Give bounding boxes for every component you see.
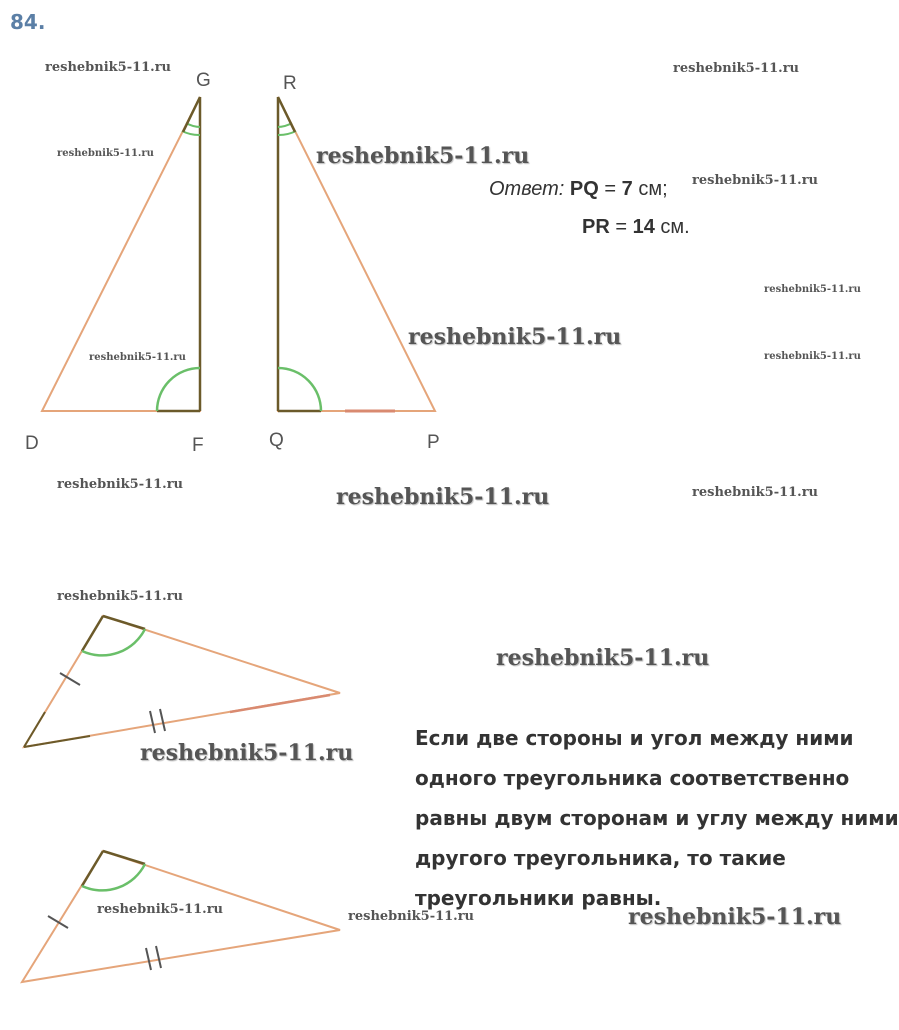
watermark: reshebnik5-11.ru bbox=[89, 352, 186, 363]
vertex-label-g: G bbox=[196, 70, 211, 91]
watermark: reshebnik5-11.ru bbox=[316, 143, 530, 169]
answer-period: . bbox=[684, 216, 690, 238]
theorem-line: равны двум сторонам и углу между ними bbox=[415, 806, 899, 830]
triangle-lower-1-side-left-bottom bbox=[24, 712, 45, 747]
vertex-label-p: P bbox=[427, 432, 440, 453]
triangle-lower-1-tick-double-2 bbox=[160, 709, 165, 731]
watermark: reshebnik5-11.ru bbox=[57, 477, 184, 492]
answer-pr-name: PR bbox=[582, 216, 610, 238]
answer-block bbox=[489, 170, 690, 246]
answer-pr-unit: см bbox=[660, 216, 685, 238]
theorem-line: Если две стороны и угол между ними bbox=[415, 726, 854, 750]
watermark: reshebnik5-11.ru bbox=[348, 909, 475, 924]
watermark: reshebnik5-11.ru bbox=[57, 589, 184, 604]
answer-pr-equals: = bbox=[615, 216, 633, 238]
vertex-label-r: R bbox=[283, 73, 297, 94]
angle-q-arc bbox=[278, 368, 321, 411]
watermark: reshebnik5-11.ru bbox=[408, 324, 622, 350]
watermark: reshebnik5-11.ru bbox=[336, 484, 550, 510]
triangle-lower-1-side-bottom-right bbox=[230, 695, 330, 712]
triangle-gdf bbox=[25, 70, 211, 456]
watermark: reshebnik5-11.ru bbox=[97, 902, 224, 917]
watermark: reshebnik5-11.ru bbox=[692, 173, 819, 188]
answer-pq-unit: см bbox=[638, 178, 663, 200]
watermark: reshebnik5-11.ru bbox=[628, 904, 842, 930]
triangle-lower-2-tick-single bbox=[48, 916, 68, 928]
angle-g-arc-1 bbox=[182, 131, 200, 135]
theorem-line: треугольники равны. bbox=[415, 886, 662, 910]
vertex-label-q: Q bbox=[269, 430, 284, 451]
answer-pq-equals: = bbox=[604, 178, 622, 200]
triangle-rqp bbox=[269, 73, 440, 453]
triangle-lower-1-tick-double-1 bbox=[150, 711, 155, 733]
theorem-text bbox=[415, 718, 899, 918]
triangle-lower-2-side-top bbox=[103, 851, 145, 864]
watermark: reshebnik5-11.ru bbox=[496, 645, 710, 671]
triangle-lower-1-outline bbox=[24, 616, 340, 747]
answer-separator: ; bbox=[662, 178, 668, 200]
watermark: reshebnik5-11.ru bbox=[764, 351, 861, 362]
triangle-lower-2-tick-double-1 bbox=[146, 948, 151, 970]
triangle-lower-1 bbox=[24, 616, 340, 747]
triangle-lower-1-side-bottom bbox=[24, 736, 90, 747]
theorem-line: другого треугольника, то такие bbox=[415, 846, 786, 870]
triangle-gdf-outline bbox=[42, 97, 200, 411]
watermark: reshebnik5-11.ru bbox=[45, 60, 172, 75]
problem-number: 84. bbox=[10, 10, 46, 34]
watermark: reshebnik5-11.ru bbox=[140, 740, 354, 766]
triangle-lower-1-side-left-top bbox=[82, 616, 103, 651]
vertex-label-f: F bbox=[192, 435, 204, 456]
answer-pr-value: 14 bbox=[632, 216, 655, 238]
watermark: reshebnik5-11.ru bbox=[764, 284, 861, 295]
answer-line-pr bbox=[489, 208, 690, 246]
watermark: reshebnik5-11.ru bbox=[692, 485, 819, 500]
angle-r-arc-1 bbox=[278, 131, 296, 135]
triangle-lower-1-side-top bbox=[103, 616, 145, 629]
angle-f-arc bbox=[157, 368, 200, 411]
answer-pq-value: 7 bbox=[621, 178, 633, 200]
watermark: reshebnik5-11.ru bbox=[57, 148, 154, 159]
triangle-lower-2-side-left-top bbox=[82, 851, 103, 886]
watermark: reshebnik5-11.ru bbox=[673, 61, 800, 76]
answer-label: Ответ: bbox=[489, 178, 565, 200]
triangle-lower-2-tick-double-2 bbox=[156, 946, 161, 968]
vertex-label-d: D bbox=[25, 433, 39, 454]
theorem-line: одного треугольника соответственно bbox=[415, 766, 850, 790]
answer-line-pq bbox=[489, 170, 690, 208]
answer-pq-name: PQ bbox=[569, 178, 599, 200]
